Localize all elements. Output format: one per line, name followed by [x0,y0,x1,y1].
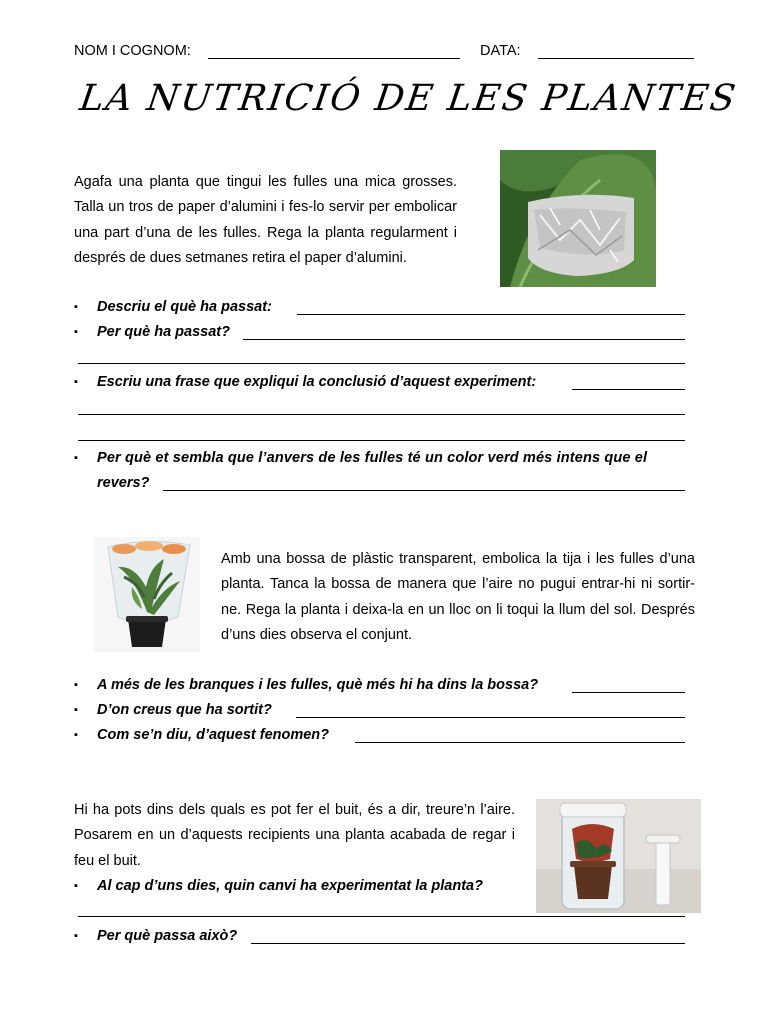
question-phenomenon: Com se’n diu, d’aquest fenomen? [97,727,330,743]
answer-line[interactable] [163,490,685,491]
question-conclusion: Escriu una frase que expliqui la conclusió d’aquest experiment: [97,374,537,390]
answer-line[interactable] [296,717,685,718]
answer-line[interactable] [251,943,685,944]
date-answer-line[interactable] [538,58,694,59]
bullet: ▪ [74,729,78,741]
vacuum-jar-image [536,799,701,913]
vacuum-jar-photo [536,799,701,913]
question-why-happens: Per què passa això? [97,928,238,944]
answer-line[interactable] [572,692,685,693]
bullet: ▪ [74,880,78,892]
leaf-foil-photo [500,150,656,287]
question-describe: Descriu el què ha passat: [97,299,272,315]
bullet: ▪ [74,376,78,388]
question-plant-change: Al cap d’uns dies, quin canvi ha experimentat la planta? [97,878,483,894]
leaf-foil-image [500,150,656,287]
page-title: LA NUTRICIÓ DE LES PLANTES [77,78,740,119]
answer-line[interactable] [78,916,685,917]
section2-paragraph: Amb una bossa de plàstic transparent, embolica la tija i les fulles d’una planta. Tanca la bossa de manera que l’aire no pugui entrar-hi ni sortir-ne. Rega la planta i deixa-la en un lloc on li toqui la llum del sol. Després d’uns dies observa el conjunt. [221,551,695,643]
answer-line[interactable] [243,339,685,340]
date-label: DATA: [480,43,521,59]
question-bag-contents: A més de les branques i les fulles, què més hi ha dins la bossa? [97,677,539,693]
question-why: Per què ha passat? [97,324,230,340]
bullet: ▪ [74,301,78,313]
name-label: NOM I COGNOM: [74,43,191,59]
question-origin: D’on creus que ha sortit? [97,702,272,718]
bagged-plant-photo [94,537,200,652]
answer-line[interactable] [78,440,685,441]
bullet: ▪ [74,452,78,464]
answer-line[interactable] [78,414,685,415]
bullet: ▪ [74,679,78,691]
question-color: Per què et sembla que l’anvers de les fulles té un color verd més intens que el [97,450,648,466]
question-color-cont: revers? [97,475,150,491]
bullet: ▪ [74,930,78,942]
bullet: ▪ [74,704,78,716]
name-answer-line[interactable] [208,58,460,59]
section1-paragraph: Agafa una planta que tingui les fulles una mica grosses. Talla un tros de paper d’alumini i fes-lo servir per embolicar una part d’una de les fulles. Rega la planta regularment i després de dues setmanes retira el paper d’alumini. [74,174,457,266]
answer-line[interactable] [355,742,685,743]
bagged-plant-image [94,537,200,652]
answer-line[interactable] [572,389,685,390]
answer-line[interactable] [297,314,685,315]
section3-paragraph: Hi ha pots dins dels quals es pot fer el buit, és a dir, treure’n l’aire. Posarem en un d’aquests recipients una planta acabada de regar i feu el buit. [74,802,515,869]
answer-line[interactable] [78,363,685,364]
bullet: ▪ [74,326,78,338]
